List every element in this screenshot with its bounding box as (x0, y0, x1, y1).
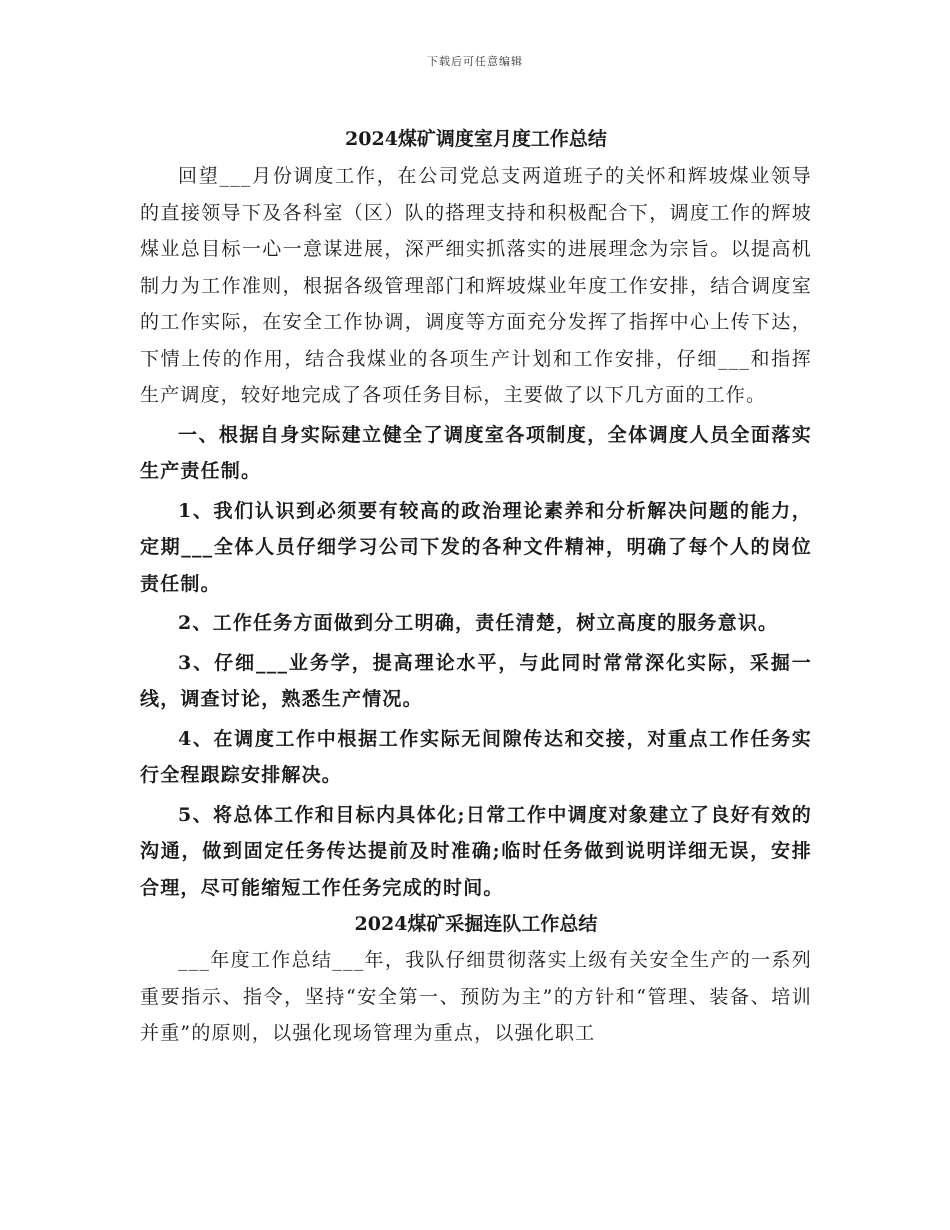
document-title: 2024煤矿调度室月度工作总结 (345, 128, 607, 150)
list-item-4: 4、在调度工作中根据工作实际无间隙传达和交接，对重点工作任务实行全程跟踪安排解决。 (140, 727, 812, 786)
list-item-5: 5、将总体工作和目标内具体化;日常工作中调度对象建立了良好有效的沟通，做到固定任务传达提前及时准确;临时任务做到说明详细无误，安排合理，尽可能缩短工作任务完成的时间。 (140, 803, 812, 899)
section-heading-1: 一、根据自身实际建立健全了调度室各项制度，全体调度人员全面落实生产责任制。 (140, 423, 812, 482)
second-document-title: 2024煤矿采掘连队工作总结 (354, 913, 598, 935)
header-note: 下载后可任意编辑 (427, 55, 523, 68)
document-body (140, 120, 812, 1052)
list-item-2: 2、工作任务方面做到分工明确，责任清楚，树立高度的服务意识。 (178, 612, 779, 634)
list-item-1: 1、我们认识到必须要有较高的政治理论素养和分析解决问题的能力，定期___全体人员仔细学习公司下发的各种文件精神，明确了每个人的岗位责任制。 (140, 499, 812, 595)
intro-paragraph: 回望___月份调度工作，在公司党总支两道班子的关怀和辉坡煤业领导的直接领导下及各科室（区）队的搭理支持和积极配合下，调度工作的辉坡煤业总目标一心一意谋进展，深严细实抓落实的进展理念为宗旨。以提高机制力为工作准则，根据各级管理部门和辉坡煤业年度工作安排，结合调度室的工作实际，在安全工作协调，调度等方面充分发挥了指挥中心上传下达，下情上传的作用，结合我煤业的各项生产计划和工作安排，仔细___和指挥生产调度，较好地完成了各项任务目标，主要做了以下几方面的工作。 (140, 165, 812, 406)
second-intro-paragraph: ___年度工作总结___年，我队仔细贯彻落实上级有关安全生产的一系列重要指示、指令，坚持“安全第一、预防为主”的方针和“管理、装备、培训并重”的原则，以强化现场管理为重点，以强化职工 (140, 949, 812, 1044)
list-item-3: 3、仔细___业务学，提高理论水平，与此同时常常深化实际，采掘一线，调查讨论，熟悉生产情况。 (140, 651, 812, 710)
